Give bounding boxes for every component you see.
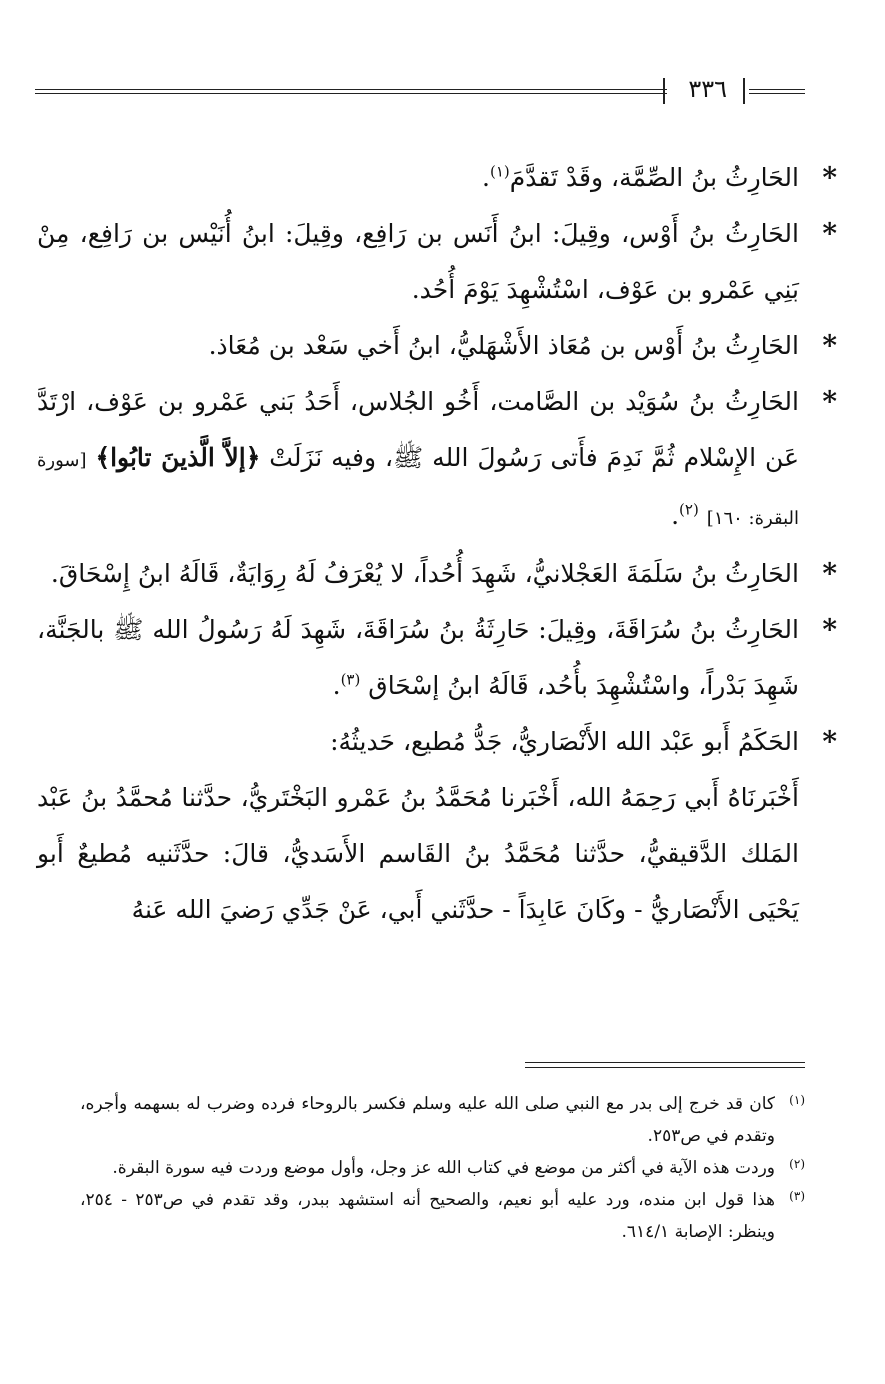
entry-text: الحَارِثُ بنُ سُوَيْد بن الصَّامت، أَخُو الجُلاس، أَحَدُ بَني عَمْرو بن عَوْف، ارْتَدَّ عَن الإِسْلام ثُمَّ نَدِمَ فأَتى رَسُولَ الله ﷺ، وفيه نَزَلَتْ <box>37 387 799 472</box>
footnote-ref: (٢) <box>679 500 699 519</box>
header-rule-left <box>35 89 667 94</box>
entry <box>37 546 837 602</box>
page-header <box>35 72 805 112</box>
entry <box>37 602 837 714</box>
entry-text: الحَارِثُ بنُ سُرَاقَةَ، وقِيلَ: حَارِثَةُ بنُ سُرَاقَةَ، شَهِدَ لَهُ رَسُولُ الله ﷺ بالجَنَّة، شَهِدَ بَدْراً، واسْتُشْهِدَ بأُحُد، قَالَهُ ابنُ إسْحَاق <box>37 615 799 700</box>
entry-text: الحَارِثُ بنُ الصِّمَّة، وقَدْ تَقدَّمَ <box>509 163 799 192</box>
footnote <box>80 1088 805 1152</box>
footnote-separator <box>525 1062 805 1068</box>
entry-text: الحَكَمُ أَبو عَبْد الله الأَنْصَاريُّ، جَدُّ مُطيع، حَديثُهُ: <box>330 727 799 756</box>
asterisk-bullet-icon: * <box>822 725 837 758</box>
page-number: ٣٣٦ <box>688 75 727 103</box>
entry-text: الحَارِثُ بنُ سَلَمَةَ العَجْلانيُّ، شَهِدَ أُحُداً، لا يُعْرَفُ لَهُ رِوَايَةٌ، قَالَهُ ابنُ إِسْحَاقَ. <box>50 559 799 588</box>
hadith-isnad: أَخْبَرنَاهُ أَبي رَحِمَهُ الله، أَخْبَرنا مُحَمَّدُ بنُ عَمْرو البَخْتَريُّ، حدَّثنا مُحمَّدُ بنُ عَبْد المَلك الدَّقيقيُّ، حدَّثنا مُحَمَّدُ بنُ القَاسم الأَسَديُّ، قالَ: حدَّثَنيه مُطيعٌ أَبو يَحْيَى الأَنْصَاريُّ - وكَانَ عَابِدَاً - حدَّثَني أَبي، عَنْ جَدِّي رَضيَ الله عَنهُ <box>37 783 800 924</box>
footnote-number: (٢) <box>789 1157 805 1171</box>
entry-end: . <box>671 501 680 530</box>
entry-end: . <box>482 163 490 192</box>
entry <box>37 206 837 318</box>
header-rule-right <box>749 89 805 94</box>
entry <box>37 374 837 546</box>
footnote-ref: (١) <box>489 162 510 181</box>
entry <box>37 318 837 374</box>
asterisk-bullet-icon: * <box>822 217 837 250</box>
entry-text: الحَارِثُ بنُ أَوْس بن مُعَاذ الأَشْهَليُّ، ابنُ أَخي سَعْد بن مُعَاذ. <box>208 331 799 360</box>
footnote-number: (٣) <box>789 1189 805 1203</box>
header-divider-right <box>743 78 745 104</box>
quran-verse: ﴿إلاَّ الَّذينَ تابُوا﴾ <box>95 443 261 472</box>
footnote <box>80 1184 805 1248</box>
footnote-text: هذا قول ابن منده، ورد عليه أبو نعيم، والصحيح أنه استشهد ببدر، وقد تقدم في ص٢٥٣ - ٢٥٤، وينظر: الإصابة ٦١٤/١. <box>80 1190 775 1242</box>
footnote <box>80 1152 805 1184</box>
entry-end: . <box>332 671 341 700</box>
footnotes <box>80 1088 805 1248</box>
footnote-number: (١) <box>789 1093 805 1107</box>
footnote-text: كان قد خرج إلى بدر مع النبي صلى الله عليه وسلم فكسر بالروحاء فرده وضرب له بسهمه وأجره، وتقدم في ص٢٥٣. <box>80 1094 775 1146</box>
footnote-text: وردت هذه الآية في أكثر من موضع في كتاب الله عز وجل، وأول موضع وردت فيه سورة البقرة. <box>112 1158 775 1178</box>
surah-citation: [سورة البقرة: ١٦٠] <box>37 450 799 529</box>
entry-text: الحَارِثُ بنُ أَوْس، وقِيلَ: ابنُ أَنَس بن رَافِع، وقِيلَ: ابنُ أُنَيْس بن رَافِع، مِنْ بَنِي عَمْرو بن عَوْف، اسْتُشْهِدَ يَوْمَ أُحُد. <box>37 219 799 304</box>
entry <box>37 714 837 938</box>
asterisk-bullet-icon: * <box>822 385 837 418</box>
footnote-ref: (٣) <box>340 670 361 689</box>
asterisk-bullet-icon: * <box>822 613 837 646</box>
asterisk-bullet-icon: * <box>822 161 837 194</box>
asterisk-bullet-icon: * <box>822 557 837 590</box>
entry <box>37 150 837 206</box>
main-text <box>37 150 837 938</box>
asterisk-bullet-icon: * <box>822 329 837 362</box>
